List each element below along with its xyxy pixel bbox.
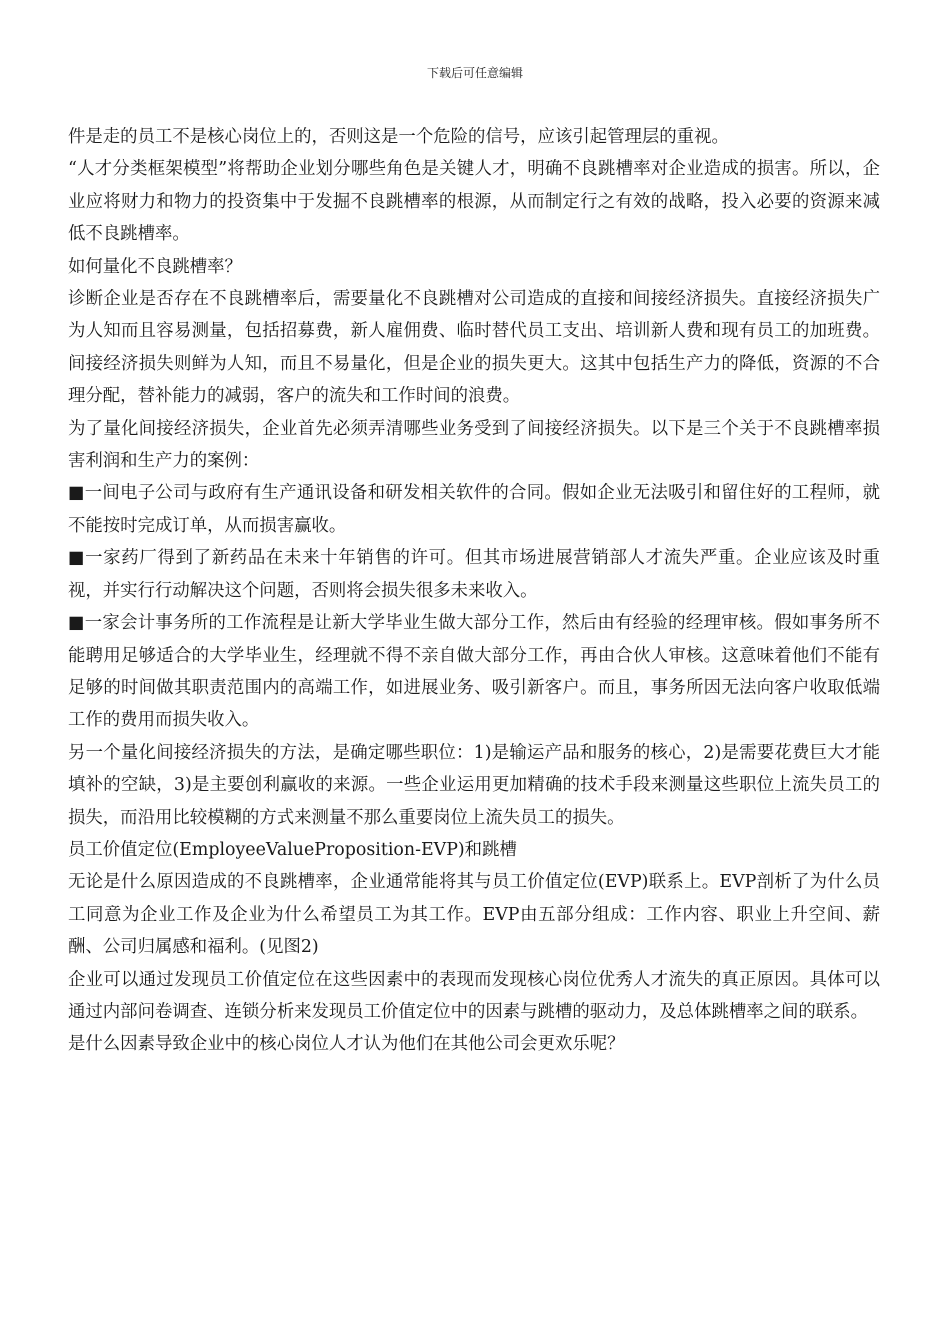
section-heading-quantify: 如何量化不良跳槽率？ xyxy=(68,256,242,277)
bullet-pharma-case: ■一家药厂得到了新药品在未来十年销售的许可。但其市场进展营销部人才流失严重。企业应该及时重视，并实行行动解决这个问题，否则将会损失很多未来收入。 xyxy=(68,548,880,601)
paragraph-evp-analysis: 企业可以通过发现员工价值定位在这些因素中的表现而发现核心岗位优秀人才流失的真正原因。具体可以通过内部问卷调查、连锁分析来发现员工价值定位中的因素与跳槽的驱动力，及总体跳槽率之间的联系。 xyxy=(68,969,880,1022)
page-header: 下载后可任意编辑 xyxy=(426,66,523,80)
paragraph-position-method: 另一个量化间接经济损失的方法，是确定哪些职位：1)是输运产品和服务的核心，2)是需要花费巨大才能填补的空缺，3)是主要创利赢收的来源。一些企业运用更加精确的技术手段来测量这些职位上流失员工的损失，而沿用比较模糊的方式来测量不那么重要岗位上流失员工的损失。 xyxy=(68,742,880,828)
document-body xyxy=(68,121,880,1061)
paragraph-evp-definition: 无论是什么原因造成的不良跳槽率，企业通常能将其与员工价值定位(EVP)联系上。EVP剖析了为什么员工同意为企业工作及企业为什么希望员工为其工作。EVP由五部分组成：工作内容、职业上升空间、薪酬、公司归属感和福利。(见图2) xyxy=(68,872,880,958)
section-heading-evp: 员工价值定位(EmployeeValueProposition-EVP)和跳槽 xyxy=(68,839,517,860)
paragraph-continuation: 件是走的员工不是核心岗位上的，否则这是一个危险的信号，应该引起管理层的重视。 xyxy=(68,127,729,147)
bullet-electronics-case: ■一间电子公司与政府有生产通讯设备和研发相关软件的合同。假如企业无法吸引和留住好的工程师，就不能按时完成订单，从而损害赢收。 xyxy=(68,483,880,536)
bullet-accounting-case: ■一家会计事务所的工作流程是让新大学毕业生做大部分工作，然后由有经验的经理审核。假如事务所不能聘用足够适合的大学毕业生，经理就不得不亲自做大部分工作，再由合伙人审核。这意味着他们不能有足够的时间做其职责范围内的高端工作，如进展业务、吸引新客户。而且，事务所因无法向客户收取低端工作的费用而损失收入。 xyxy=(68,613,880,731)
paragraph-closing-question: 是什么因素导致企业中的核心岗位人才认为他们在其他公司会更欢乐呢？ xyxy=(68,1034,625,1055)
paragraph-direct-indirect-loss: 诊断企业是否存在不良跳槽率后，需要量化不良跳槽对公司造成的直接和间接经济损失。直接经济损失广为人知而且容易测量，包括招募费，新人雇佣费、临时替代员工支出、培训新人费和现有员工的加班费。间接经济损失则鲜为人知，而且不易量化，但是企业的损失更大。这其中包括生产力的降低，资源的不合理分配，替补能力的减弱，客户的流失和工作时间的浪费。 xyxy=(68,289,880,407)
paragraph-case-intro: 为了量化间接经济损失，企业首先必须弄清哪些业务受到了间接经济损失。以下是三个关于不良跳槽率损害利润和生产力的案例： xyxy=(68,418,880,472)
paragraph-talent-framework: “人才分类框架模型”将帮助企业划分哪些角色是关键人才，明确不良跳槽率对企业造成的损害。所以，企业应将财力和物力的投资集中于发掘不良跳槽率的根源，从而制定行之有效的战略，投入必要的资源来减低不良跳槽率。 xyxy=(68,159,880,245)
